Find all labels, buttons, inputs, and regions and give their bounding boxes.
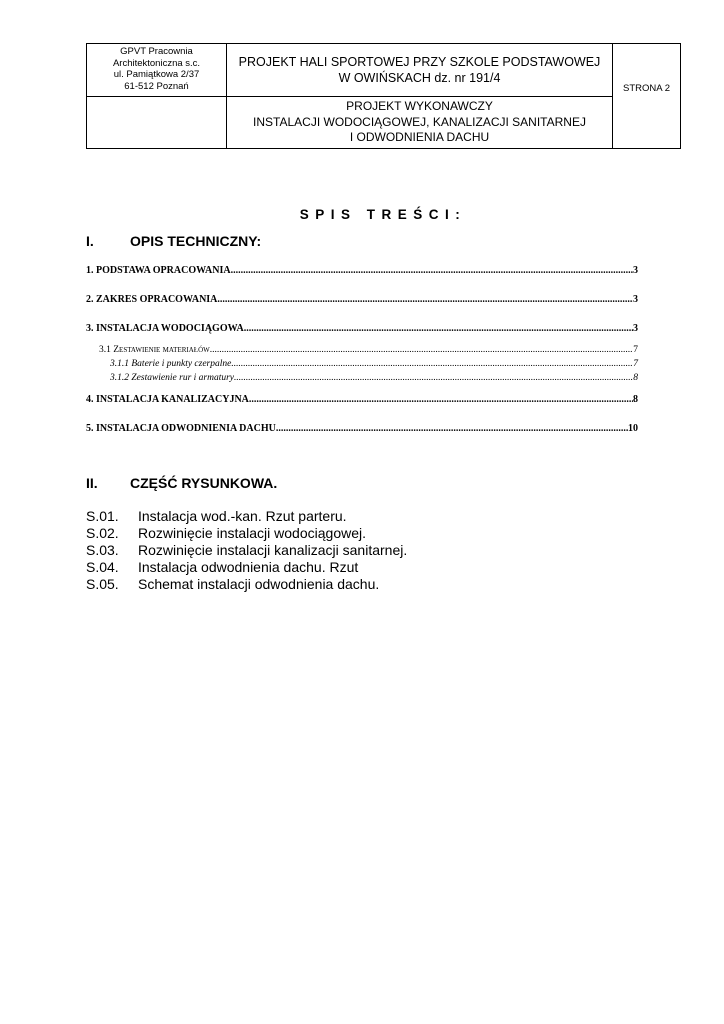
firm-street-line: ul. Pamiątkowa 2/37	[113, 69, 200, 80]
toc-page-number: 7	[633, 345, 638, 355]
toc-entry-label: 3.1.1 Baterie i punkty czerpalne	[110, 359, 232, 369]
drawing-code: S.02.	[86, 525, 119, 541]
toc-entry-label: 5. INSTALACJA ODWODNIENIA DACHU	[86, 423, 276, 434]
section-number: I.	[86, 233, 94, 249]
drawing-description: Instalacja wod.-kan. Rzut parteru.	[138, 508, 347, 524]
firm-city-line: 61-512 Poznań	[124, 80, 189, 92]
drawing-description: Instalacja odwodnienia dachu. Rzut	[138, 559, 359, 575]
toc-page-number: 3	[633, 323, 638, 334]
toc-heading: SPIS TREŚCI:	[299, 207, 467, 222]
toc-leader-dots	[231, 265, 633, 276]
empty-cell	[87, 97, 227, 149]
firm-name-line: GPVT Pracownia	[120, 46, 193, 57]
toc-entry[interactable]	[110, 373, 638, 383]
project-title	[227, 44, 613, 97]
toc-leader-dots	[276, 423, 628, 434]
subtitle-line: INSTALACJI WODOCIĄGOWEJ, KANALIZACJI SANITARNEJ	[253, 114, 586, 129]
firm-type-line: Architektoniczna s.c.	[112, 57, 201, 69]
project-title-line: PROJEKT HALI SPORTOWEJ PRZY SZKOLE PODSTAWOWEJ	[238, 55, 601, 69]
toc-page-number: 7	[633, 359, 638, 369]
drawing-description: Schemat instalacji odwodnienia dachu.	[138, 576, 380, 592]
toc-leader-dots	[217, 294, 633, 305]
toc-leader-dots	[234, 373, 633, 383]
toc-entry[interactable]	[86, 323, 638, 334]
toc-entry-label: 4. INSTALACJA KANALIZACYJNA.	[86, 394, 252, 405]
project-subtitle	[227, 97, 613, 149]
drawing-code: S.01.	[86, 508, 119, 524]
firm-address	[87, 44, 227, 97]
toc-entry-label: 3. INSTALACJA WODOCIĄGOWA.	[86, 323, 247, 334]
toc-entry[interactable]	[99, 345, 638, 355]
toc-entry[interactable]	[86, 294, 638, 305]
toc-entry-label: 2. ZAKRES OPRACOWANIA	[86, 294, 218, 305]
toc-entry-label: 3.1 Zestawienie materiałów	[99, 345, 210, 355]
page-label: STRONA 2	[613, 44, 681, 149]
subtitle-line: I ODWODNIENIA DACHU	[349, 130, 490, 145]
drawing-description: Rozwinięcie instalacji wodociągowej.	[138, 525, 366, 541]
toc-page-number: 8	[633, 373, 638, 383]
title-block	[86, 43, 681, 149]
drawing-description: Rozwinięcie instalacji kanalizacji sanitarnej.	[138, 542, 408, 558]
section-number: II.	[86, 475, 98, 491]
toc-leader-dots	[210, 345, 634, 355]
section-title: OPIS TECHNICZNY:	[130, 233, 262, 249]
subtitle-line: PROJEKT WYKONAWCZY	[346, 99, 493, 114]
section-title: CZĘŚĆ RYSUNKOWA.	[130, 475, 278, 491]
toc-leader-dots	[246, 323, 633, 334]
toc-entry[interactable]	[86, 265, 638, 276]
toc-leader-dots	[251, 394, 633, 405]
drawing-code: S.03.	[86, 542, 119, 558]
toc-page-number: 10	[628, 423, 638, 434]
toc-page-number: 8	[633, 394, 638, 405]
toc-entry-label: 1. PODSTAWA OPRACOWANIA	[86, 265, 231, 276]
toc-entry[interactable]	[86, 423, 638, 434]
toc-entry[interactable]	[110, 359, 638, 369]
drawing-code: S.05.	[86, 576, 119, 592]
project-title-line: W OWIŃSKACH dz. nr 191/4	[338, 71, 501, 85]
toc-page-number: 3	[633, 265, 638, 276]
toc-page-number: 3	[633, 294, 638, 305]
toc-entry[interactable]	[86, 394, 638, 405]
toc-leader-dots	[231, 359, 633, 369]
drawing-code: S.04.	[86, 559, 119, 575]
toc-entry-label: 3.1.2 Zestawienie rur i armatury	[110, 373, 235, 383]
